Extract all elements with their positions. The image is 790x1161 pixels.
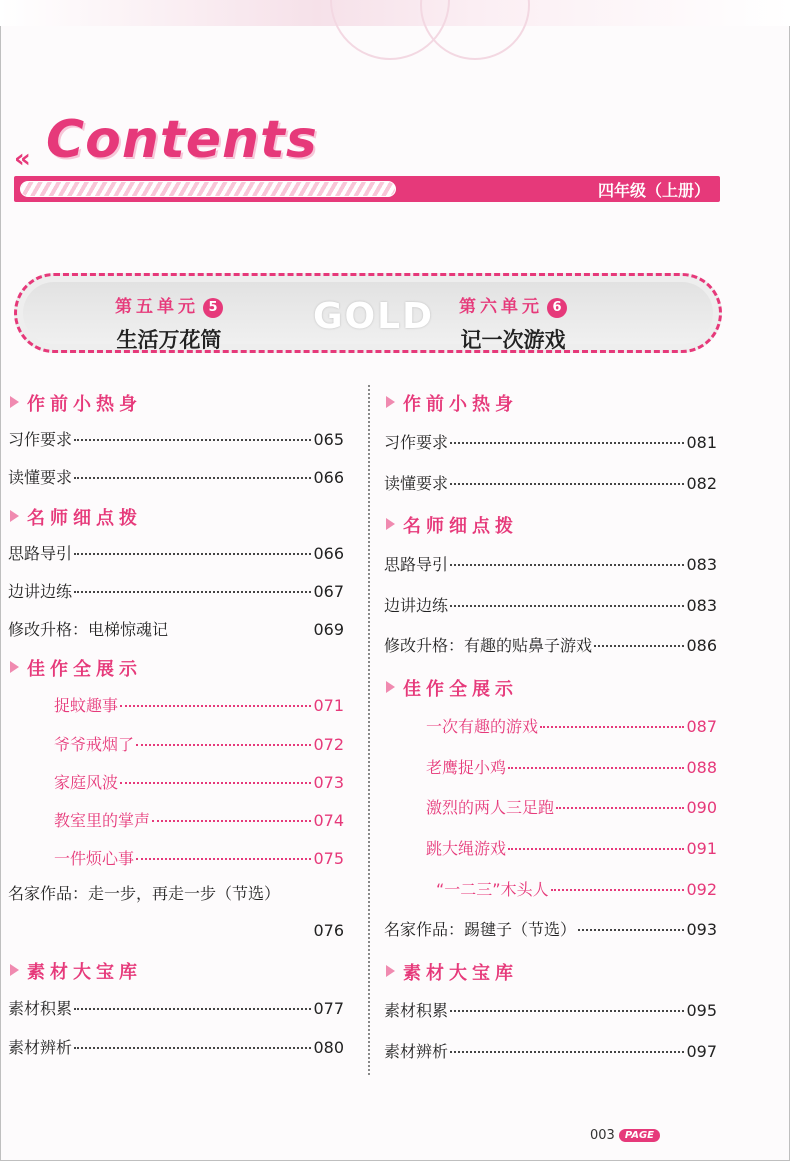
toc-entry-essay[interactable]: 教室里的掌声 074 bbox=[54, 811, 344, 830]
toc-entry[interactable]: 素材辨析 097 bbox=[384, 1042, 717, 1061]
section-heading: 佳作全展示 bbox=[386, 675, 518, 701]
triangle-bullet-icon bbox=[386, 965, 395, 977]
triangle-bullet-icon bbox=[386, 518, 395, 530]
unit-title: 记一次游戏 bbox=[460, 328, 566, 352]
gold-watermark: GOLD bbox=[313, 296, 434, 337]
toc-entry-essay[interactable]: 一件烦心事 075 bbox=[54, 849, 344, 868]
column-divider bbox=[368, 385, 370, 1075]
toc-entry-page[interactable]: 076 bbox=[313, 921, 344, 940]
triangle-bullet-icon bbox=[386, 396, 395, 408]
unit-banner-inner bbox=[23, 282, 713, 352]
toc-entry[interactable]: 习作要求 081 bbox=[384, 433, 717, 452]
section-heading: 作前小热身 bbox=[10, 390, 142, 416]
section-heading: 名师细点拨 bbox=[10, 504, 142, 530]
unit-label: 第六单元 bbox=[459, 297, 543, 317]
unit-banner bbox=[14, 273, 722, 353]
toc-entry[interactable]: 边讲边练 083 bbox=[384, 596, 717, 615]
triangle-bullet-icon bbox=[10, 661, 19, 673]
triangle-bullet-icon bbox=[386, 681, 395, 693]
toc-entry-essay[interactable]: 老鹰捉小鸡 088 bbox=[426, 758, 717, 777]
page-badge: PAGE bbox=[619, 1129, 660, 1142]
toc-entry-essay[interactable]: 激烈的两人三足跑 090 bbox=[426, 798, 717, 817]
section-heading: 素材大宝库 bbox=[386, 959, 518, 985]
section-heading: 素材大宝库 bbox=[10, 958, 142, 984]
section-heading: 作前小热身 bbox=[386, 390, 518, 416]
toc-entry[interactable]: 名家作品：踢毽子（节选） 093 bbox=[384, 920, 717, 939]
triangle-bullet-icon bbox=[10, 510, 19, 522]
toc-entry-essay[interactable]: 一次有趣的游戏 087 bbox=[426, 717, 717, 736]
triangle-bullet-icon bbox=[10, 396, 19, 408]
contents-title: Contents bbox=[46, 110, 318, 170]
toc-entry-title[interactable]: 名家作品：走一步，再走一步（节选） bbox=[8, 884, 281, 903]
section-heading: 佳作全展示 bbox=[10, 655, 142, 681]
toc-entry-essay[interactable]: 爷爷戒烟了 072 bbox=[54, 735, 344, 754]
unit-five bbox=[115, 292, 223, 354]
toc-entry-essay[interactable]: 捉蚊趣事 071 bbox=[54, 696, 344, 715]
grade-label: 四年级（上册） bbox=[597, 181, 710, 200]
toc-entry-essay[interactable]: 跳大绳游戏 091 bbox=[426, 839, 717, 858]
toc-entry[interactable]: 边讲边练 067 bbox=[8, 582, 344, 601]
unit-number-badge: 5 bbox=[203, 298, 223, 318]
toc-entry[interactable]: 素材辨析 080 bbox=[8, 1038, 344, 1057]
header-bar bbox=[14, 176, 720, 202]
toc-entry[interactable]: 读懂要求 082 bbox=[384, 474, 717, 493]
striped-progress-decoration bbox=[20, 181, 396, 197]
contents-header bbox=[14, 110, 724, 206]
page-footer bbox=[590, 1128, 660, 1143]
toc-entry[interactable]: 修改升格：有趣的贴鼻子游戏 086 bbox=[384, 636, 717, 655]
toc-entry[interactable]: 素材积累 077 bbox=[8, 999, 344, 1018]
double-chevron-icon: « bbox=[14, 144, 31, 174]
toc-entry[interactable]: 修改升格：电梯惊魂记 069 bbox=[8, 620, 344, 639]
toc-entry-essay[interactable]: 家庭风波 073 bbox=[54, 773, 344, 792]
unit-label: 第五单元 bbox=[115, 297, 199, 317]
triangle-bullet-icon bbox=[10, 964, 19, 976]
toc-entry[interactable]: 习作要求 065 bbox=[8, 430, 344, 449]
unit-number-badge: 6 bbox=[547, 298, 567, 318]
toc-entry[interactable]: 思路导引 083 bbox=[384, 555, 717, 574]
unit-six bbox=[459, 292, 567, 354]
page-number: 003 bbox=[590, 1128, 615, 1143]
toc-entry[interactable]: 思路导引 066 bbox=[8, 544, 344, 563]
toc-entry-essay[interactable]: “一二三”木头人 092 bbox=[436, 880, 717, 899]
toc-entry[interactable]: 素材积累 095 bbox=[384, 1001, 717, 1020]
unit-title: 生活万花筒 bbox=[116, 328, 222, 352]
toc-entry[interactable]: 读懂要求 066 bbox=[8, 468, 344, 487]
section-heading: 名师细点拨 bbox=[386, 512, 518, 538]
